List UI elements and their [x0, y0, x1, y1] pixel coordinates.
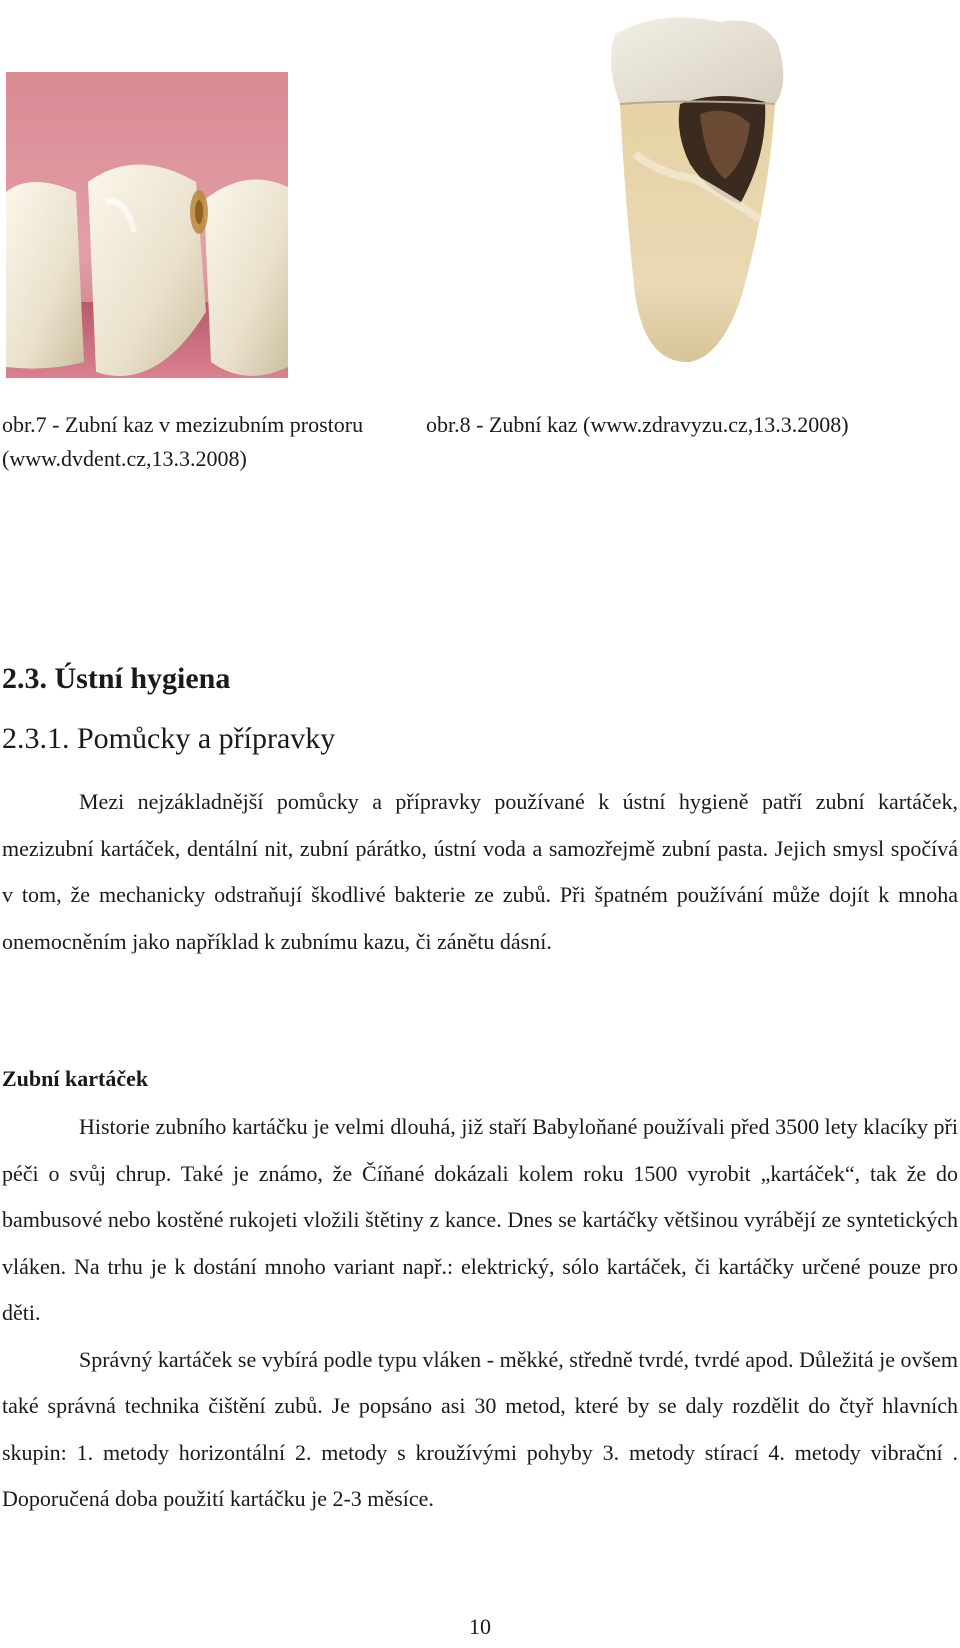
- toothbrush-paragraph-2: Správný kartáček se vybírá podle typu vláken - měkké, středně tvrdé, tvrdé apod. Důležitá je ovšem také správná technika čištění zubů. Je popsáno asi 30 metod, které by se daly rozdělit do čtyř hlavních skupin: 1. metody horizontální 2. metody s kroužívými pohyby 3. metody stírací 4. metody vibrační . Doporučená doba použití kartáčku je 2-3 měsíce.: [2, 1346, 958, 1511]
- figure-7-image: [6, 72, 288, 378]
- intro-paragraph: [2, 779, 958, 965]
- page-number: 10: [469, 1614, 491, 1639]
- toothbrush-paragraph-1: Historie zubního kartáčku je velmi dlouhá, již staří Babyloňané používali před 3500 lety klacíky při péči o svůj chrup. Také je známo, že Číňané dokázali kolem roku 1500 vyrobit „kartáček“, tak že do bambusové nebo kostěné rukojeti vložili štětiny z kance. Dnes se kartáčky většinou vyrábějí ze syntetických vláken. Na trhu je k dostání mnoho variant např.: elektrický, sólo kartáček, či kartáčky určené pouze pro děti.: [2, 1114, 958, 1325]
- section-heading: 2.3. Ústní hygiena: [2, 662, 231, 695]
- figure-8-caption: obr.8 - Zubní kaz (www.zdravyzu.cz,13.3.2008): [426, 412, 849, 437]
- figure-8-image: [600, 4, 800, 372]
- subsection-heading: 2.3.1. Pomůcky a přípravky: [2, 722, 336, 755]
- intro-text: Mezi nejzákladnější pomůcky a přípravky používané k ústní hygieně patří zubní kartáček, mezizubní kartáček, dentální nit, zubní párátko, ústní voda a samozřejmě zubní pasta. Jejich smysl spočívá v tom, že mechanicky odstraňují škodlivé bakterie ze zubů. Při špatném používání může dojít k mnoha onemocněním jako například k zubnímu kazu, či zánětu dásní.: [2, 789, 958, 954]
- toothbrush-heading: Zubní kartáček: [2, 1066, 149, 1091]
- figure-7-caption: obr.7 - Zubní kaz v mezizubním prostoru (www.dvdent.cz,13.3.2008): [2, 412, 364, 471]
- toothbrush-body: [2, 1104, 958, 1523]
